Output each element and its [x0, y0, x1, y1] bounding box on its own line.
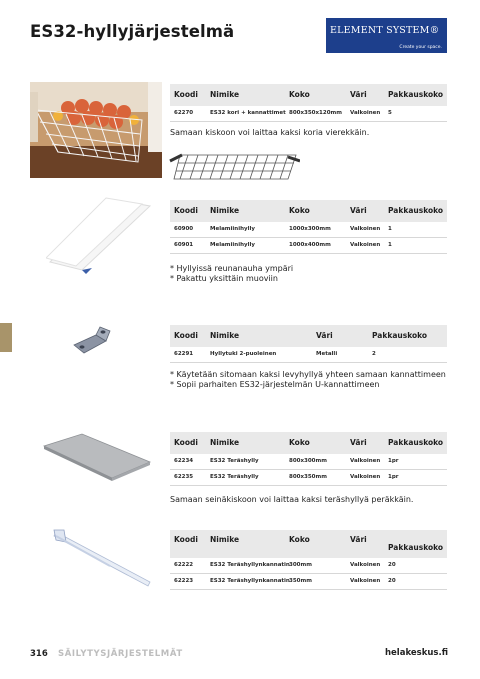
header-color: Väri [316, 331, 333, 340]
table-row [170, 574, 447, 590]
cell-name: Melamiinihylly [210, 226, 255, 232]
cell-size: 1000x400mm [289, 242, 331, 248]
footer-section-title: SÄILYTYSJÄRJESTELMÄT [58, 649, 183, 659]
steel-shelf-image [42, 432, 152, 482]
cell-name: Hyllytuki 2-puoleinen [210, 351, 277, 357]
table-row [170, 222, 447, 238]
table-row [170, 558, 447, 574]
cell-size: 300mm [289, 562, 312, 568]
product-table-melamine [170, 200, 447, 254]
cell-color: Valkoinen [350, 474, 381, 480]
header-color: Väri [350, 438, 367, 447]
cell-color: Valkoinen [350, 458, 381, 464]
melamine-shelf-image [46, 196, 158, 274]
header-size: Koko [289, 206, 310, 215]
header-name: Nimike [210, 90, 240, 99]
header-code: Koodi [174, 438, 198, 447]
cell-code: 62291 [174, 351, 194, 357]
table-header [170, 325, 447, 347]
cell-pack: 1 [388, 242, 392, 248]
product-table-steel-shelf [170, 432, 447, 486]
cell-color: Valkoinen [350, 562, 381, 568]
table-header [170, 200, 447, 222]
product-table-support [170, 325, 447, 363]
product-table-steel-bracket [170, 530, 447, 590]
cell-pack: 1 [388, 226, 392, 232]
cell-code: 60900 [174, 226, 194, 232]
cell-code: 62235 [174, 474, 194, 480]
table-row [170, 470, 447, 486]
cell-size: 350mm [289, 578, 312, 584]
page-title: ES32-hyllyjärjestelmä [30, 22, 235, 41]
cell-color: Valkoinen [350, 578, 381, 584]
header-color: Väri [350, 90, 367, 99]
cell-name: ES32 Teräshyllynkannatin [210, 562, 290, 568]
note-basket: Samaan kiskoon voi laittaa kaksi koria vierekkäin. [170, 128, 370, 137]
header-code: Koodi [174, 90, 198, 99]
header-name: Nimike [210, 331, 240, 340]
table-header [170, 432, 447, 454]
cell-pack: 1pr [388, 458, 399, 464]
table-row [170, 106, 447, 122]
cell-pack: 20 [388, 578, 396, 584]
cell-size: 800x350x120mm [289, 110, 342, 116]
header-pack: Pakkauskoko [388, 438, 444, 447]
cell-code: 62223 [174, 578, 194, 584]
cell-name: ES32 kori + kannattimet [210, 110, 286, 116]
header-size: Koko [289, 90, 310, 99]
footer-website: helakeskus.fi [384, 648, 448, 658]
header-size: Koko [289, 535, 310, 544]
header-code: Koodi [174, 331, 198, 340]
table-row [170, 347, 447, 363]
cell-color: Valkoinen [350, 226, 381, 232]
note-support-2: * Sopii parhaiten ES32-järjestelmän U-kannattimeen [170, 380, 380, 389]
header-color: Väri [350, 535, 367, 544]
note-melamine-1: * Hyllyissä reunanauha ympäri [170, 264, 294, 273]
header-name: Nimike [210, 206, 240, 215]
section-side-tab [0, 323, 12, 352]
cell-name: ES32 Teräshyllynkannatin [210, 578, 290, 584]
logo-brand: ELEMENT SYSTEM® [330, 25, 440, 36]
header-color: Väri [350, 206, 367, 215]
cell-color: Valkoinen [350, 242, 381, 248]
header-size: Koko [289, 438, 310, 447]
cell-code: 62270 [174, 110, 194, 116]
header-name: Nimike [210, 438, 240, 447]
header-pack: Pakkauskoko [388, 206, 444, 215]
logo-tagline: Create your space. [399, 45, 442, 50]
cell-code: 62222 [174, 562, 194, 568]
product-table-basket [170, 84, 447, 122]
cell-color: Valkoinen [350, 110, 381, 116]
note-steel-shelf: Samaan seinäkiskoon voi laittaa kaksi teräshyllyä peräkkäin. [170, 495, 414, 504]
cell-pack: 2 [372, 351, 376, 357]
cell-name: ES32 Teräshylly [210, 474, 259, 480]
table-row [170, 238, 447, 254]
cell-pack: 5 [388, 110, 392, 116]
cell-name: ES32 Teräshylly [210, 458, 259, 464]
header-name: Nimike [210, 535, 240, 544]
cell-pack: 20 [388, 562, 396, 568]
cell-size: 800x300mm [289, 458, 327, 464]
cell-name: Melamiinihylly [210, 242, 255, 248]
header-pack: Pakkauskoko [372, 331, 428, 340]
table-header [170, 84, 447, 106]
note-support-1: * Käytetään sitomaan kaksi levyhyllyä yhteen samaan kannattimeen [170, 370, 446, 379]
header-pack: Pakkauskoko [388, 90, 444, 99]
header-pack: Pakkauskoko [388, 543, 444, 552]
cell-size: 800x350mm [289, 474, 327, 480]
wire-basket-photo [30, 82, 162, 178]
wire-basket-render [168, 145, 300, 187]
shelf-support-bracket-image [70, 325, 116, 359]
cell-color: Metalli [316, 351, 338, 357]
cell-pack: 1pr [388, 474, 399, 480]
note-melamine-2: * Pakattu yksittäin muoviin [170, 274, 278, 283]
cell-code: 60901 [174, 242, 194, 248]
page-number: 316 [30, 649, 48, 659]
element-system-logo [326, 18, 447, 53]
table-row [170, 454, 447, 470]
table-header [170, 530, 447, 558]
steel-shelf-bracket-image [50, 528, 154, 590]
header-code: Koodi [174, 535, 198, 544]
cell-code: 62234 [174, 458, 194, 464]
cell-size: 1000x300mm [289, 226, 331, 232]
header-code: Koodi [174, 206, 198, 215]
